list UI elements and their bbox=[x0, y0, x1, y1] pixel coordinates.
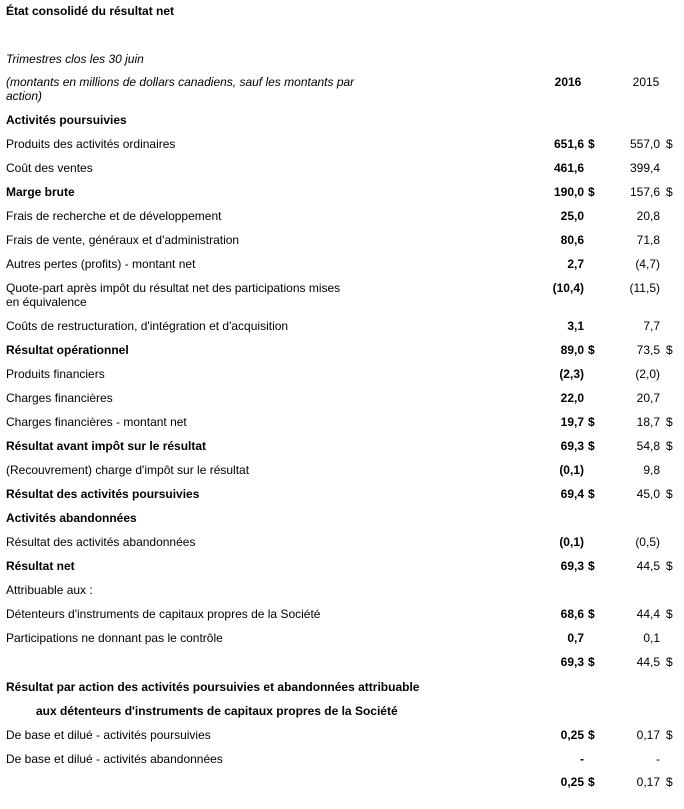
currency-symbol-current: $ bbox=[588, 607, 595, 621]
value-prior: 18,7 bbox=[636, 415, 660, 429]
row-label: Résultat avant impôt sur le résultat bbox=[6, 439, 207, 453]
header-year-prior: 2015 bbox=[632, 75, 660, 89]
value-current: 0,25 bbox=[560, 775, 584, 789]
currency-symbol-prior: $ bbox=[666, 487, 673, 501]
value-prior: 0,1 bbox=[643, 631, 660, 645]
currency-symbol-prior: $ bbox=[666, 607, 673, 621]
row-label: Produits des activités ordinaires bbox=[6, 137, 176, 151]
currency-symbol-current: $ bbox=[588, 343, 595, 357]
currency-symbol-current: $ bbox=[588, 487, 595, 501]
value-current: 69,4 bbox=[560, 487, 584, 501]
value-current: 2,7 bbox=[567, 257, 584, 271]
value-current: (2,3) bbox=[559, 367, 584, 381]
value-current: 69,3 bbox=[560, 655, 584, 669]
row-label: Coûts de restructuration, d'intégration et d'acquisition bbox=[6, 319, 289, 333]
value-current: 461,6 bbox=[553, 161, 584, 175]
value-prior: 157,6 bbox=[629, 185, 660, 199]
row-label: Charges financières bbox=[6, 391, 113, 405]
row-label: (Recouvrement) charge d'impôt sur le résultat bbox=[6, 463, 250, 477]
currency-symbol-current: $ bbox=[588, 439, 595, 453]
value-current: 69,3 bbox=[560, 439, 584, 453]
currency-symbol-prior: $ bbox=[666, 185, 673, 199]
value-prior: 71,8 bbox=[636, 233, 660, 247]
row-label: Charges financières - montant net bbox=[6, 415, 187, 429]
row-label: Quote-part après impôt du résultat net des participations mises en équivalence bbox=[6, 281, 341, 309]
row-label: Résultat net bbox=[6, 559, 75, 573]
value-prior: 44,4 bbox=[636, 607, 660, 621]
currency-symbol-current: $ bbox=[588, 728, 595, 742]
value-current: 0,25 bbox=[560, 728, 584, 742]
value-current: 190,0 bbox=[553, 185, 584, 199]
value-prior: 557,0 bbox=[629, 137, 660, 151]
value-current: 69,3 bbox=[560, 559, 584, 573]
value-prior: (4,7) bbox=[635, 257, 660, 271]
currency-symbol-current: $ bbox=[588, 415, 595, 429]
value-prior: 399,4 bbox=[629, 161, 660, 175]
currency-symbol-prior: $ bbox=[666, 439, 673, 453]
value-current: 68,6 bbox=[560, 607, 584, 621]
value-current: (0,1) bbox=[559, 535, 584, 549]
currency-symbol-current: $ bbox=[588, 185, 595, 199]
currency-symbol-prior: $ bbox=[666, 655, 673, 669]
row-label: De base et dilué - activités poursuivies bbox=[6, 728, 211, 742]
statement-title: État consolidé du résultat net bbox=[6, 4, 175, 18]
row-label: Autres pertes (profits) - montant net bbox=[6, 257, 196, 271]
row-label: Frais de recherche et de développement bbox=[6, 209, 222, 223]
value-prior: (2,0) bbox=[635, 367, 660, 381]
value-current: 22,0 bbox=[560, 391, 584, 405]
currency-symbol-prior: $ bbox=[666, 728, 673, 742]
value-current: - bbox=[580, 752, 584, 766]
currency-symbol-current: $ bbox=[588, 137, 595, 151]
value-current: 651,6 bbox=[553, 137, 584, 151]
row-label: Résultat opérationnel bbox=[6, 343, 129, 357]
currency-symbol-current: $ bbox=[588, 775, 595, 789]
value-prior: 73,5 bbox=[636, 343, 660, 357]
row-label: Activités abandonnées bbox=[6, 511, 137, 525]
value-prior: 20,7 bbox=[636, 391, 660, 405]
value-prior: (11,5) bbox=[629, 281, 660, 295]
header-year-current: 2016 bbox=[554, 75, 582, 89]
row-label: De base et dilué - activités abandonnées bbox=[6, 752, 223, 766]
value-prior: - bbox=[656, 752, 660, 766]
value-prior: 54,8 bbox=[636, 439, 660, 453]
value-prior: 0,17 bbox=[636, 728, 660, 742]
period-label: Trimestres clos les 30 juin bbox=[6, 52, 144, 66]
currency-symbol-prior: $ bbox=[666, 137, 673, 151]
value-current: 89,0 bbox=[560, 343, 584, 357]
value-current: 19,7 bbox=[560, 415, 584, 429]
row-label: Résultat des activités abandonnées bbox=[6, 535, 196, 549]
value-prior: 20,8 bbox=[636, 209, 660, 223]
currency-symbol-prior: $ bbox=[666, 775, 673, 789]
units-note: (montants en millions de dollars canadiens, sauf les montants par action) bbox=[6, 75, 355, 103]
currency-symbol-current: $ bbox=[588, 655, 595, 669]
value-prior: 44,5 bbox=[636, 655, 660, 669]
row-label: aux détenteurs d'instruments de capitaux propres de la Société bbox=[36, 704, 398, 718]
row-label: Attribuable aux : bbox=[6, 583, 93, 597]
row-label: Détenteurs d'instruments de capitaux propres de la Société bbox=[6, 607, 321, 621]
value-prior: 9,8 bbox=[643, 463, 660, 477]
value-prior: 44,5 bbox=[636, 559, 660, 573]
value-current: 80,6 bbox=[560, 233, 584, 247]
currency-symbol-prior: $ bbox=[666, 559, 673, 573]
value-current: (10,4) bbox=[552, 281, 584, 295]
currency-symbol-prior: $ bbox=[666, 343, 673, 357]
row-label: Activités poursuivies bbox=[6, 113, 127, 127]
value-current: 25,0 bbox=[560, 209, 584, 223]
row-label: Participations ne donnant pas le contrôle bbox=[6, 631, 223, 645]
value-current: (0,1) bbox=[559, 463, 584, 477]
row-label: Résultat par action des activités poursuivies et abandonnées attribuable bbox=[6, 680, 420, 694]
row-label: Frais de vente, généraux et d'administration bbox=[6, 233, 240, 247]
row-label: Coût des ventes bbox=[6, 161, 93, 175]
row-label: Marge brute bbox=[6, 185, 75, 199]
value-current: 0,7 bbox=[567, 631, 584, 645]
currency-symbol-current: $ bbox=[588, 559, 595, 573]
value-prior: 45,0 bbox=[636, 487, 660, 501]
currency-symbol-prior: $ bbox=[666, 415, 673, 429]
value-prior: (0,5) bbox=[635, 535, 660, 549]
row-label: Résultat des activités poursuivies bbox=[6, 487, 200, 501]
value-current: 3,1 bbox=[567, 319, 584, 333]
row-label: Produits financiers bbox=[6, 367, 105, 381]
value-prior: 0,17 bbox=[636, 775, 660, 789]
value-prior: 7,7 bbox=[643, 319, 660, 333]
